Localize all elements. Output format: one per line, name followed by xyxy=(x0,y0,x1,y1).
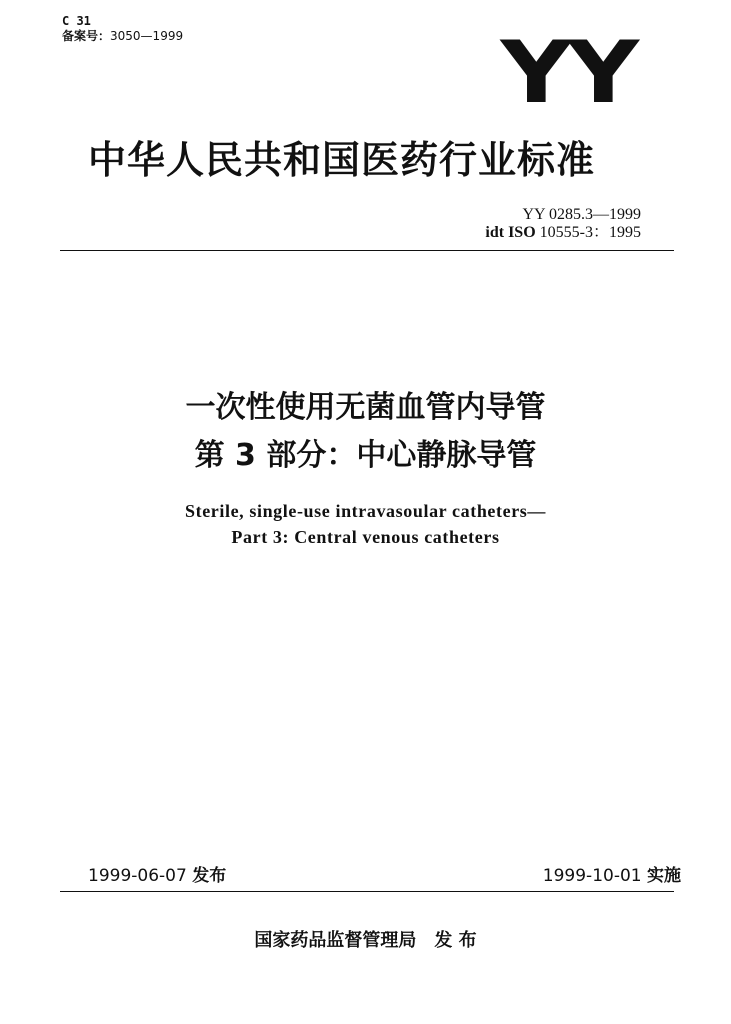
implement-date xyxy=(543,866,681,886)
standard-number-block xyxy=(485,206,641,242)
chinese-title-line-2: 第 3 部分：中心静脉导管 xyxy=(194,438,537,473)
idt-prefix: idt ISO xyxy=(485,224,536,241)
identical-standard xyxy=(485,224,641,242)
issuer-name: 国家药品监督管理局 xyxy=(254,930,417,951)
footer-divider xyxy=(60,891,674,892)
organization-title: 中华人民共和国医药行业标准 xyxy=(88,138,596,182)
issuing-authority xyxy=(0,930,731,952)
issue-date-label: 发布 xyxy=(192,866,227,886)
chinese-title-line-1: 一次性使用无菌血管内导管 xyxy=(185,390,546,425)
filing-label: 备案号： xyxy=(62,29,111,43)
standard-number: YY 0285.3—1999 xyxy=(522,206,641,223)
english-title-line-1: Sterile, single-use intravasoular catheters— xyxy=(184,501,547,521)
issue-date-value: 1999-06-07 xyxy=(88,866,187,886)
header-divider xyxy=(60,250,674,251)
issue-date xyxy=(88,866,226,886)
classification-code: C 31 xyxy=(62,14,91,28)
english-title-line-2: Part 3: Central venous catheters xyxy=(231,527,500,547)
idt-number: 10555-3：1995 xyxy=(539,224,641,241)
implement-date-label: 实施 xyxy=(647,866,681,886)
issuer-action: 发 布 xyxy=(434,930,477,951)
standard-logo: YY xyxy=(500,23,635,123)
filing-value: 3050—1999 xyxy=(110,29,184,43)
implement-date-value: 1999-10-01 xyxy=(542,866,642,886)
filing-number xyxy=(62,29,183,43)
